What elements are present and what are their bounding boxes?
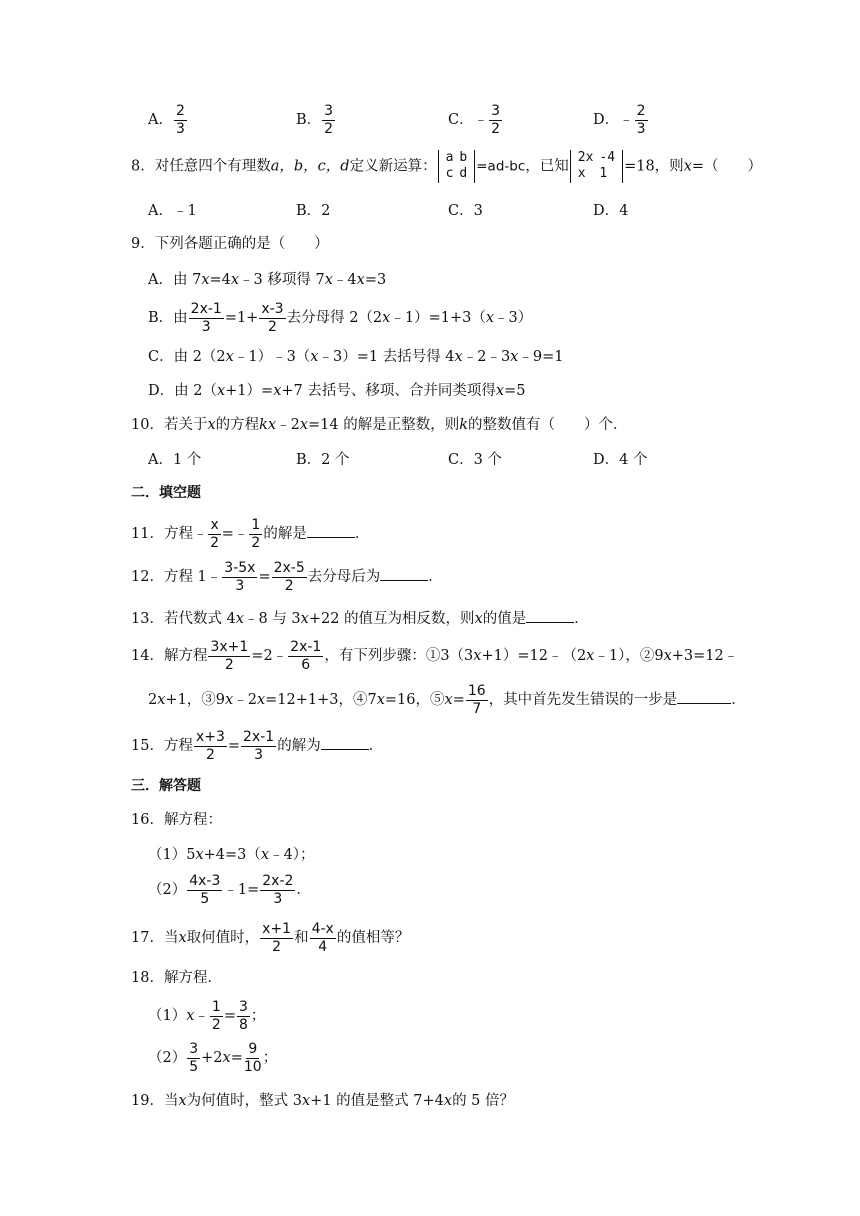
q15: 15．方程 $\frac{x+3}{2}$ = $\frac{2x-1}{3}$ 的解为 ．	[131, 729, 384, 763]
q18-part2: （2） $\frac{3}{5}$ +2x= $\frac{9}{10}$ ；	[148, 1041, 278, 1075]
q12: 12．方程 1﹣ $\frac{3-5x}{3}$ = $\frac{2x-5}{2}$ 去分母后为 ．	[131, 560, 443, 594]
fraction: $\frac{9}{10}$	[243, 1041, 262, 1075]
fraction: $\frac{2x-2}{3}$	[262, 873, 294, 907]
fraction: $\frac{2x-1}{3}$	[243, 729, 275, 763]
determinant: a b c d	[438, 150, 476, 183]
fraction: $\frac{2x-5}{2}$	[273, 560, 305, 594]
q9-option-d: D．由 2（x+1）=x+7 去括号、移项、合并同类项得x=5	[148, 383, 526, 399]
q13: 13．若代数式 4x﹣8 与 3x+22 的值互为相反数，则x的值是 ．	[131, 611, 589, 627]
determinant: 2x -4 x 1	[570, 150, 623, 183]
q7-option-c: C．﹣ $\frac{3}{2}$	[448, 103, 501, 137]
q8-option-a: A．﹣1	[148, 203, 197, 219]
fraction: $\frac{3x+1}{2}$	[210, 639, 249, 673]
q17: 17．当x取何值时， $\frac{x+1}{2}$ 和 $\frac{4-x}{4}$ 的值相等？	[131, 921, 410, 955]
q9-option-b: B．由 $\frac{2x-1}{3}$ =1+ $\frac{x-3}{2}$ 去分母得 2（2x﹣1）=1+3（x﹣3）	[148, 301, 533, 335]
q16-stem: 16．解方程：	[131, 812, 222, 828]
fraction: $\frac{2}{3}$	[175, 103, 185, 137]
q10-option-a: A．1 个	[148, 452, 202, 468]
q10-stem: 10．若关于x的方程kx﹣2x=14 的解是正整数，则k的整数值有（ ）个．	[131, 417, 628, 433]
q10-option-b: B．2 个	[296, 452, 350, 468]
q7-option-d: D．﹣ $\frac{2}{3}$	[593, 103, 646, 137]
q16-part1: （1）5x+4=3（x﹣4）；	[148, 847, 315, 863]
fraction: $\frac{4x-3}{5}$	[189, 873, 221, 907]
answer-blank	[380, 568, 428, 581]
fraction: $\frac{1}{2}$	[251, 517, 261, 551]
q9-stem: 9．下列各题正确的是（ ）	[131, 236, 329, 252]
q18-stem: 18．解方程．	[131, 970, 222, 986]
fraction: $\frac{x+1}{2}$	[262, 921, 292, 955]
fraction: $\frac{2}{3}$	[636, 103, 646, 137]
answer-blank	[526, 610, 574, 623]
fraction: $\frac{16}{7}$	[467, 683, 486, 717]
fraction: $\frac{2x-1}{3}$	[190, 301, 222, 335]
q8-option-b: B．2	[296, 203, 331, 219]
fraction: $\frac{x+3}{2}$	[195, 729, 225, 763]
section-heading-solve: 三．解答题	[131, 778, 201, 794]
q11: 11．方程﹣ $\frac{x}{2}$ =﹣ $\frac{1}{2}$ 的解是 ．	[131, 517, 370, 551]
fraction: $\frac{3-5x}{3}$	[224, 560, 256, 594]
q9-option-c: C．由 2（2x﹣1）﹣3（x﹣3）=1 去括号得 4x﹣2﹣3x﹣9=1	[148, 349, 564, 365]
q8-stem: 8．对任意四个有理数a，b，c，d定义新运算： a b c d =ad-bc，已知 2x -4 x 1 =18，则x=（ ）	[131, 150, 763, 182]
q7-option-a: A． $\frac{2}{3}$	[148, 103, 185, 137]
answer-blank	[677, 691, 731, 704]
fraction: $\frac{4-x}{4}$	[311, 921, 334, 955]
q14-line1: 14．解方程 $\frac{3x+1}{2}$ =2﹣ $\frac{2x-1}{6}$ ，有下列步骤：①3（3x+1）=12﹣（2x﹣1），②9x+3=12﹣	[131, 639, 739, 673]
fraction: $\frac{3}{8}$	[239, 999, 248, 1033]
fraction: $\frac{3}{2}$	[491, 103, 501, 137]
q18-part1: （1）x﹣ $\frac{1}{2}$ = $\frac{3}{8}$ ；	[148, 999, 266, 1033]
answer-blank	[307, 525, 355, 538]
q19: 19．当x为何值时，整式 3x+1 的值是整式 7+4x的 5 倍？	[131, 1093, 515, 1109]
q10-option-d: D．4 个	[593, 452, 648, 468]
fraction: $\frac{x-3}{2}$	[261, 301, 284, 335]
q8-option-c: C．3	[448, 203, 483, 219]
q8-option-d: D．4	[593, 203, 629, 219]
fraction: $\frac{2x-1}{6}$	[290, 639, 322, 673]
q7-option-b: B． $\frac{3}{2}$	[296, 103, 334, 137]
section-heading-fill-in: 二．填空题	[131, 485, 201, 501]
fraction: $\frac{3}{2}$	[324, 103, 334, 137]
q16-part2: （2） $\frac{4x-3}{5}$ ﹣1= $\frac{2x-2}{3}$ ．	[148, 873, 311, 907]
fraction: $\frac{1}{2}$	[211, 999, 221, 1033]
fraction: $\frac{3}{5}$	[189, 1041, 199, 1075]
answer-blank	[321, 737, 369, 750]
fraction: $\frac{x}{2}$	[210, 517, 220, 551]
q9-option-a: A．由 7x=4x﹣3 移项得 7x﹣4x=3	[148, 272, 387, 288]
q14-line2: 2x+1，③9x﹣2x=12+1+3，④7x=16，⑤x= $\frac{16}{7}$ ，其中首先发生错误的一步是 ．	[148, 683, 746, 717]
q10-option-c: C．3 个	[448, 452, 502, 468]
